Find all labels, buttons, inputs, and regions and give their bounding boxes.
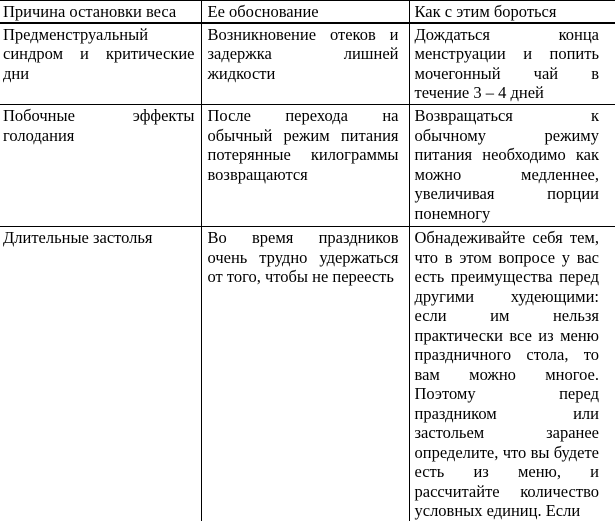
table-row-starvation <box>0 105 615 227</box>
cell-starvation-rationale: После перехода на обычный режим питания потерянные килограммы возвращаются <box>201 105 409 227</box>
cell-starvation-remedy: Возвращаться к обычному режиму питания необходимо как можно медленнее, увеличивая порции понемногу <box>409 105 615 227</box>
cell-feasts-remedy: Обнадеживайте себя тем, что в этом вопросе у вас есть преимущества перед другими худеющими: если им нельзя практически все из меню праздничного стола, то вам можно многое. Поэтому перед праздником или застольем заранее определите, что вы будете есть из меню, и рассчитайте количество условных единиц. Если <box>414 228 599 520</box>
header-remedy: Как с этим бороться <box>409 1 615 23</box>
cell-feasts-rationale: Во время праздников очень трудно удержаться от того, чтобы не переесть <box>201 227 409 521</box>
cell-pms-cause: Предменструальный синдром и критические дни <box>0 23 201 105</box>
cell-feasts-cause: Длительные застолья <box>0 227 201 521</box>
cell-pms-rationale: Возникновение отеков и задержка лишней жидкости <box>201 23 409 105</box>
header-rationale: Ее обоснование <box>201 1 409 23</box>
header-cause: Причина остановки веса <box>0 1 201 23</box>
table-row-feasts <box>0 227 615 521</box>
table-row-pms <box>0 23 615 105</box>
table-header-row <box>0 1 615 23</box>
cell-pms-remedy: Дождаться конца менструации и попить мочегонный чай в течение 3 – 4 дней <box>409 23 615 105</box>
cell-starvation-cause: Побочные эффекты голодания <box>0 105 201 227</box>
